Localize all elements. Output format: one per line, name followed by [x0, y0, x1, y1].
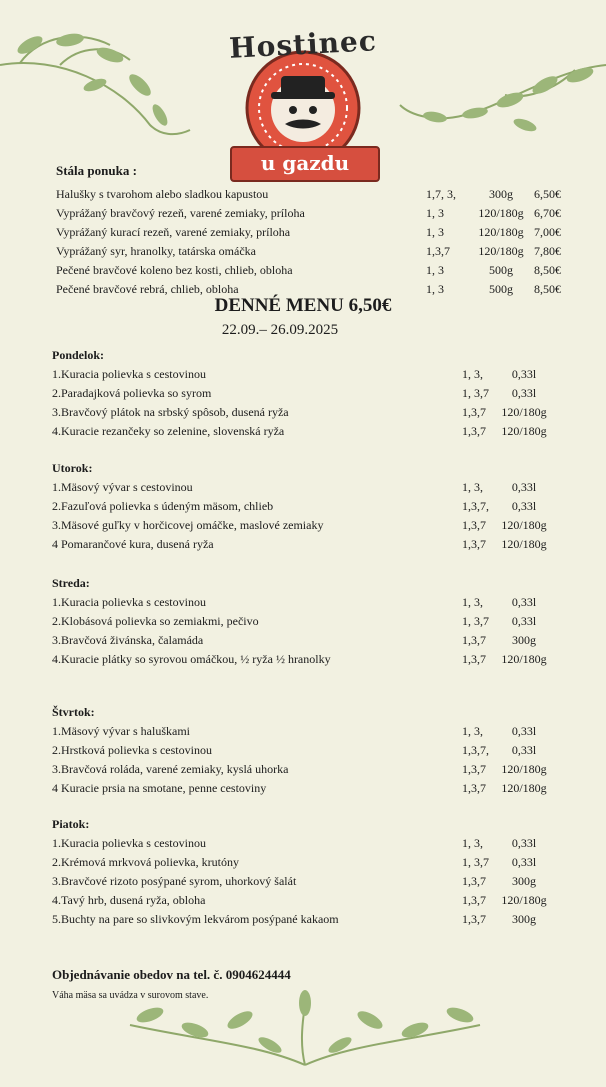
day-title: Štvrtok:	[52, 705, 95, 719]
dish-name: Vyprážaný kurací rezeň, varené zemiaky, príloha	[56, 225, 291, 239]
menu-item-name: 1.Mäsový vývar s cestovinou	[52, 480, 193, 494]
menu-item-weight: 120/180g	[501, 762, 547, 776]
menu-item	[52, 762, 552, 780]
menu-item	[52, 874, 552, 892]
menu-item-name: 1.Kuracia polievka s cestovinou	[52, 367, 206, 381]
menu-item	[52, 893, 552, 911]
menu-item-allergens: 1, 3,7	[462, 386, 489, 400]
menu-item-weight: 120/180g	[501, 537, 547, 551]
menu-item-weight: 0,33l	[511, 614, 537, 628]
dish-price: 6,70€	[534, 206, 561, 220]
dish-allergens: 1, 3	[426, 282, 444, 296]
dish-price: 6,50€	[534, 187, 561, 201]
dish-name: Halušky s tvarohom alebo sladkou kapustou	[56, 187, 269, 201]
logo-ribbon: u gazdu	[230, 146, 380, 182]
day-title: Utorok:	[52, 461, 93, 475]
menu-item-name: 4.Tavý hrb, dusená ryža, obloha	[52, 893, 206, 907]
menu-item-weight: 300g	[512, 633, 536, 647]
dish-price: 8,50€	[534, 263, 561, 277]
dish-weight: 500g	[489, 282, 513, 296]
menu-item-name: 2.Hrstková polievka s cestovinou	[52, 743, 212, 757]
logo-title: Hostinec	[228, 24, 378, 65]
menu-item	[52, 386, 552, 404]
dish-weight: 500g	[489, 263, 513, 277]
menu-item-weight: 0,33l	[511, 595, 537, 609]
menu-item-allergens: 1,3,7	[462, 633, 486, 647]
menu-item-weight: 0,33l	[511, 743, 537, 757]
dish-allergens: 1, 3	[426, 206, 444, 220]
menu-item-allergens: 1,3,7	[462, 912, 486, 926]
dish-name: Pečené bravčové koleno bez kosti, chlieb, obloha	[56, 263, 293, 277]
menu-item-name: 4 Kuracie prsia na smotane, penne cestoviny	[52, 781, 267, 795]
menu-item-allergens: 1, 3,	[462, 367, 483, 381]
menu-item	[52, 614, 552, 632]
dish-weight: 300g	[489, 187, 513, 201]
menu-item	[52, 781, 552, 799]
menu-item-weight: 120/180g	[501, 893, 547, 907]
menu-item	[52, 424, 552, 442]
menu-item-weight: 0,33l	[511, 499, 537, 513]
menu-item-allergens: 1,3,7	[462, 518, 486, 532]
dish-allergens: 1, 3	[426, 263, 444, 277]
menu-item-weight: 0,33l	[511, 855, 537, 869]
dish-weight: 120/180g	[478, 206, 524, 220]
menu-item-weight: 0,33l	[511, 724, 537, 738]
menu-item-allergens: 1, 3,	[462, 724, 483, 738]
menu-item-allergens: 1,3,7	[462, 762, 486, 776]
menu-item-name: 3.Bravčová živánska, čalamáda	[52, 633, 204, 647]
menu-item-name: 1.Mäsový vývar s haluškami	[52, 724, 190, 738]
menu-item	[52, 652, 552, 670]
menu-item	[52, 499, 552, 517]
menu-item-name: 2.Krémová mrkvová polievka, krutóny	[52, 855, 239, 869]
menu-item-weight: 0,33l	[511, 480, 537, 494]
standing-offer-row	[56, 206, 566, 224]
leaf-ornament-top-left-icon	[0, 25, 215, 140]
menu-item-allergens: 1,3,7,	[462, 499, 489, 513]
standing-offer-row	[56, 187, 566, 205]
menu-item-allergens: 1, 3,7	[462, 855, 489, 869]
menu-item-weight: 120/180g	[501, 781, 547, 795]
menu-item-weight: 120/180g	[501, 424, 547, 438]
order-phone-text: Objednávanie obedov na tel. č. 0904624444	[52, 967, 291, 982]
dish-allergens: 1,7, 3,	[426, 187, 456, 201]
dish-name: Pečené bravčové rebrá, chlieb, obloha	[56, 282, 239, 296]
menu-item	[52, 912, 552, 930]
dish-weight: 120/180g	[478, 225, 524, 239]
menu-item-name: 4.Kuracie plátky so syrovou omáčkou, ½ ryža ½ hranolky	[52, 652, 331, 666]
menu-item-weight: 0,33l	[511, 367, 537, 381]
menu-item-allergens: 1, 3,	[462, 836, 483, 850]
leaf-ornament-top-right-icon	[395, 55, 606, 145]
menu-item-allergens: 1,3,7	[462, 424, 486, 438]
daily-menu-title: DENNÉ MENU 6,50€	[214, 295, 392, 316]
meat-weight-note: Váha mäsa sa uvádza v surovom stave.	[52, 990, 209, 1001]
menu-item-allergens: 1, 3,	[462, 480, 483, 494]
day-title: Pondelok:	[52, 348, 105, 362]
dish-name: Vyprážaný syr, hranolky, tatárska omáčka	[56, 244, 256, 258]
dish-price: 8,50€	[534, 282, 561, 296]
menu-item-name: 3.Bravčová roláda, varené zemiaky, kyslá uhorka	[52, 762, 289, 776]
menu-item-allergens: 1,3,7	[462, 781, 486, 795]
dish-name: Vyprážaný bravčový rezeň, varené zemiaky, príloha	[56, 206, 305, 220]
standing-offer-row	[56, 263, 566, 281]
menu-item-name: 2.Paradajková polievka so syrom	[52, 386, 212, 400]
menu-item-weight: 120/180g	[501, 405, 547, 419]
menu-item-allergens: 1, 3,	[462, 595, 483, 609]
menu-item	[52, 405, 552, 423]
dish-weight: 120/180g	[478, 244, 524, 258]
menu-item-weight: 0,33l	[511, 386, 537, 400]
menu-item-name: 1.Kuracia polievka s cestovinou	[52, 595, 206, 609]
menu-item-name: 2.Fazuľová polievka s údeným mäsom, chlieb	[52, 499, 274, 513]
leaf-ornament-bottom-icon	[110, 985, 500, 1070]
menu-item-allergens: 1,3,7	[462, 893, 486, 907]
menu-item-name: 2.Klobásová polievka so zemiakmi, pečivo	[52, 614, 259, 628]
dish-price: 7,00€	[534, 225, 561, 239]
restaurant-logo	[218, 24, 388, 198]
menu-item-name: 1.Kuracia polievka s cestovinou	[52, 836, 206, 850]
menu-item-weight: 0,33l	[511, 836, 537, 850]
menu-item	[52, 537, 552, 555]
standing-offer-row	[56, 225, 566, 243]
menu-item	[52, 633, 552, 651]
menu-item	[52, 724, 552, 742]
day-title: Streda:	[52, 576, 90, 590]
dish-price: 7,80€	[534, 244, 561, 258]
menu-item-name: 3.Bravčový plátok na srbský spôsob, dusená ryža	[52, 405, 289, 419]
menu-item	[52, 836, 552, 854]
menu-item	[52, 595, 552, 613]
menu-item-name: 3.Mäsové guľky v horčicovej omáčke, maslové zemiaky	[52, 518, 324, 532]
menu-item-weight: 120/180g	[501, 652, 547, 666]
menu-item-name: 4.Kuracie rezančeky so zelenine, slovenská ryža	[52, 424, 285, 438]
menu-item-allergens: 1,3,7	[462, 405, 486, 419]
menu-item-allergens: 1, 3,7	[462, 614, 489, 628]
menu-item-name: 3.Bravčové rizoto posýpané syrom, uhorkový šalát	[52, 874, 297, 888]
standing-offer-title: Stála ponuka :	[56, 163, 137, 178]
menu-item-allergens: 1,3,7,	[462, 743, 489, 757]
menu-item	[52, 480, 552, 498]
menu-item-name: 5.Buchty na pare so slivkovým lekvárom posýpané kakaom	[52, 912, 339, 926]
menu-item	[52, 367, 552, 385]
menu-item-weight: 300g	[512, 912, 536, 926]
menu-item-allergens: 1,3,7	[462, 874, 486, 888]
menu-item	[52, 855, 552, 873]
menu-item-weight: 300g	[512, 874, 536, 888]
menu-item-weight: 120/180g	[501, 518, 547, 532]
menu-item	[52, 743, 552, 761]
dish-allergens: 1,3,7	[426, 244, 450, 258]
day-title: Piatok:	[52, 817, 90, 831]
daily-menu-dates: 22.09.– 26.09.2025	[221, 322, 339, 338]
standing-offer-row	[56, 244, 566, 262]
menu-item-allergens: 1,3,7	[462, 652, 486, 666]
dish-allergens: 1, 3	[426, 225, 444, 239]
menu-item	[52, 518, 552, 536]
menu-item-allergens: 1,3,7	[462, 537, 486, 551]
menu-item-name: 4 Pomarančové kura, dusená ryža	[52, 537, 214, 551]
